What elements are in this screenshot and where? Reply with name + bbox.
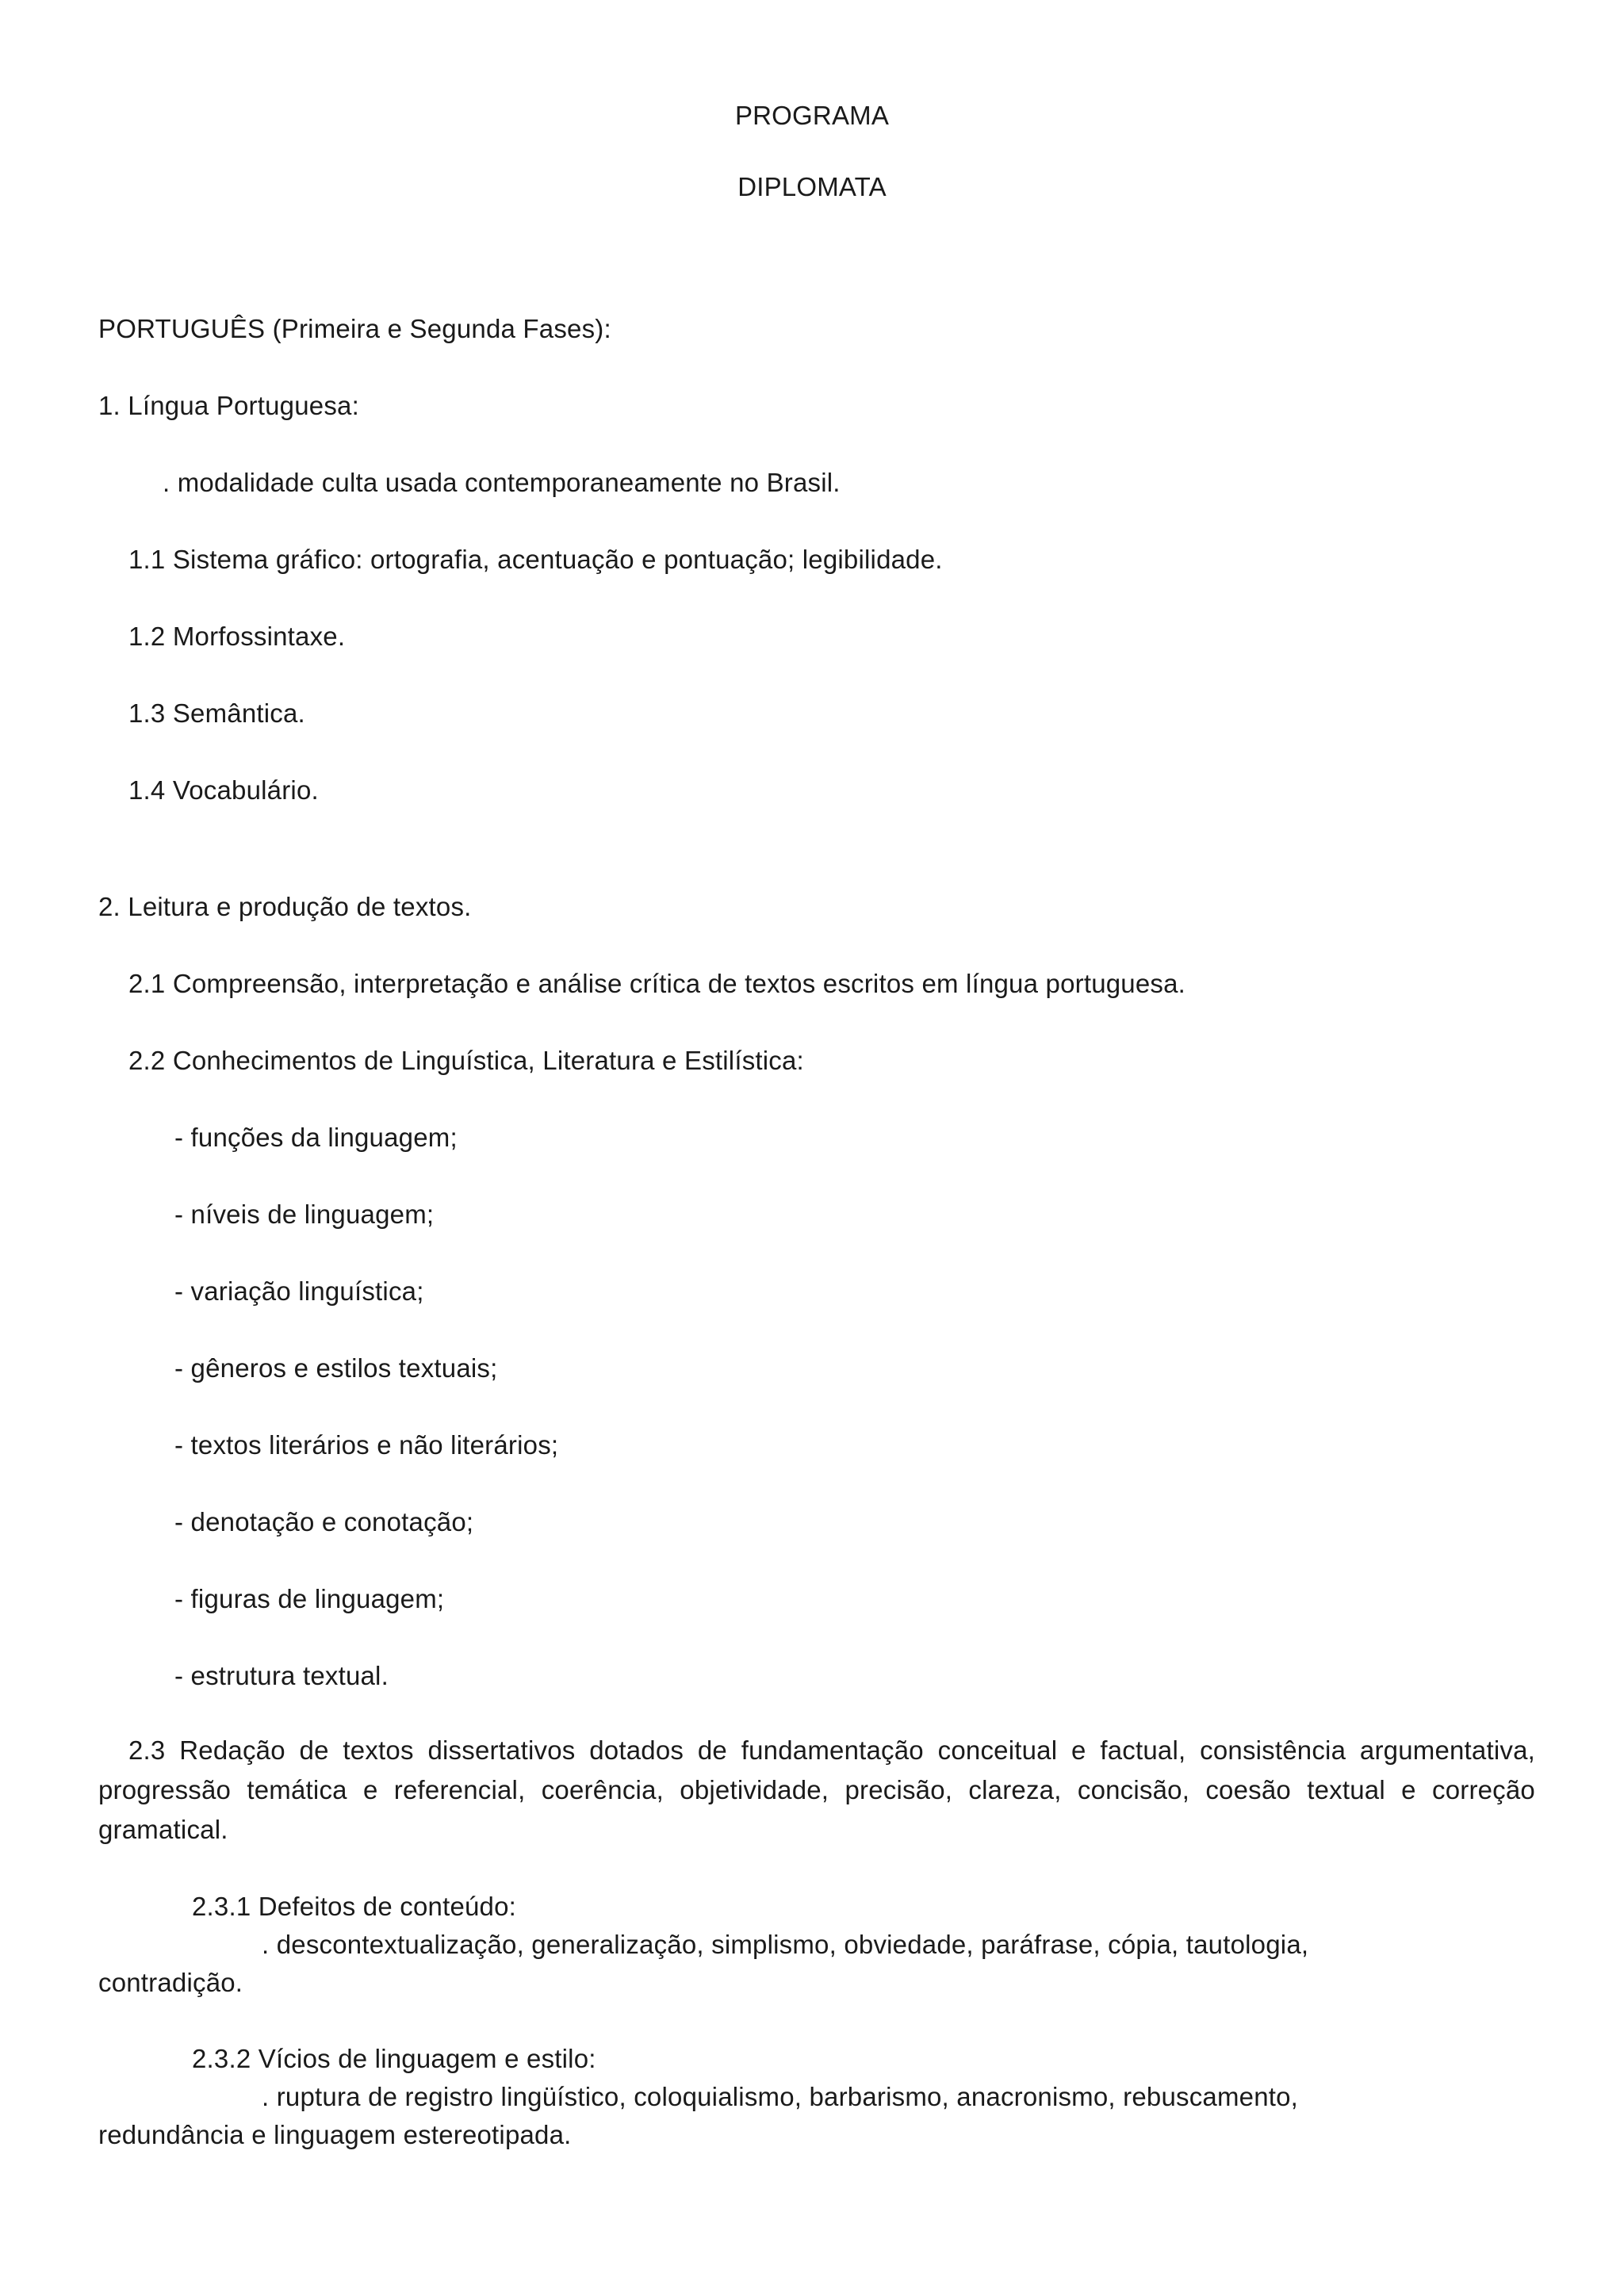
part2-heading: 2. Leitura e produção de textos. <box>98 892 472 921</box>
bullet-item: - estrutura textual. <box>174 1661 389 1690</box>
paragraph-2-3: 2.3 Redação de textos dissertativos dotados de fundamentação conceitual e factual, consistência argumentativa, progressão temática e referencial, coerência, objetividade, precisão, clareza, concisão, coesão textual e correção gramatical. <box>98 1735 1535 1844</box>
part1-note: . modalidade culta usada contemporaneamente no Brasil. <box>163 468 841 497</box>
list-item: 1.3 Semântica. <box>128 698 305 728</box>
subsection-body: . descontextualização, generalização, simplismo, obviedade, paráfrase, cópia, tautologia, <box>262 1930 1309 1959</box>
section-heading: PORTUGUÊS (Primeira e Segunda Fases): <box>98 314 611 343</box>
subsection-heading: 2.3.1 Defeitos de conteúdo: <box>192 1892 517 1921</box>
subsection-body-continued: redundância e linguagem estereotipada. <box>98 2120 572 2149</box>
subsection-heading: 2.3.2 Vícios de linguagem e estilo: <box>192 2044 596 2073</box>
bullet-item: - funções da linguagem; <box>174 1123 458 1152</box>
part1-heading: 1. Língua Portuguesa: <box>98 391 359 420</box>
list-item: 1.2 Morfossintaxe. <box>128 622 346 651</box>
list-item: 1.4 Vocabulário. <box>128 775 319 805</box>
subsection-body-continued: contradição. <box>98 1968 243 1997</box>
bullet-item: - denotação e conotação; <box>174 1507 474 1536</box>
document-subtitle: DIPLOMATA <box>737 172 887 201</box>
bullet-item: - níveis de linguagem; <box>174 1200 435 1229</box>
bullet-item: - variação linguística; <box>174 1276 424 1306</box>
list-item: 2.1 Compreensão, interpretação e análise crítica de textos escritos em língua portuguesa. <box>128 969 1186 998</box>
list-item: 1.1 Sistema gráfico: ortografia, acentuação e pontuação; legibilidade. <box>128 545 943 574</box>
bullet-item: - figuras de linguagem; <box>174 1584 445 1613</box>
bullet-item: - gêneros e estilos textuais; <box>174 1353 498 1383</box>
document-title: PROGRAMA <box>734 101 890 130</box>
list-item: 2.2 Conhecimentos de Linguística, Literatura e Estilística: <box>128 1046 804 1075</box>
bullet-item: - textos literários e não literários; <box>174 1430 559 1460</box>
subsection-body: . ruptura de registro lingüístico, coloquialismo, barbarismo, anacronismo, rebuscamento, <box>262 2082 1299 2111</box>
